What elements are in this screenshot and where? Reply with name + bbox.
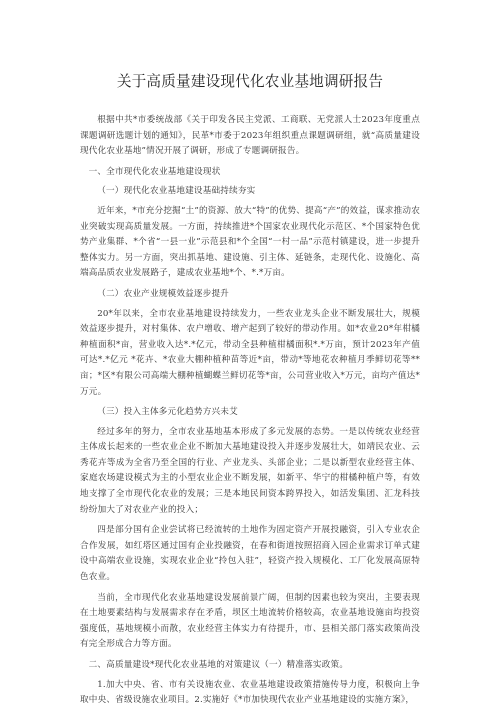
subsection-heading: （一）现代化农业基地建设基础持续夯实: [97, 186, 256, 197]
section-heading: 二、高质量建设*现代化农业基地的对策建议（一）精准落实政策。: [88, 660, 349, 670]
section-heading: 一、全市现代化农业基地建设现状: [88, 166, 221, 177]
subsection-heading: （二）农业产业规模效益逐步提升: [97, 288, 230, 299]
subsection-heading: （三）投入主体多元化趋势方兴未艾: [97, 407, 238, 418]
body-paragraph: 经过多年的努力，全市农业基地基本形成了多元发展的态势。一是以传统农业经营主体成长起来的一些农业企业不断加大基地建设投入并逐步发展壮大，如靖民农业、云秀花卉等成为全省乃至全国的行业、产业龙头、头部企业；二是以新型农业经营主体、家庭农场建设模式为主的小型农业企业不断发展，如新平、华宁的柑橘种植户等，有效地支撑了全市现代化农业的发展；三是本地民间资本跨界投入，如活发集团、汇龙科技纷纷加大了对农业产业的投入；: [80, 426, 420, 515]
body-paragraph: 根据中共*市委统战部《关于印发各民主党派、工商联、无党派人士2023年度重点课题调研选题计划的通知》，民革*市委于2023年组织重点课题调研组，就“高质量建设现代化农业基地”情况开展了调研，形成了专题调研报告。: [80, 115, 420, 157]
body-paragraph: 近年来，*市充分挖掘“土”的资源、放大“特”的优势、提高“产”的效益，谋求推动农业突破实现高质量发展。一方面，持续推进*个国家农业现代化示范区、*个国家特色优势产业集群、*个省“一县一业”示范县和*个全国“一村一品”示范村镇建设，进一步提升整体实力。另一方面，突出抓基地、建设施、引主体、延链条，走现代化、设施化、高端高品质农业发展路子，建成农业基地*个、*.*万亩。: [80, 205, 420, 279]
body-paragraph: 四是部分国有企业尝试将已经流转的土地作为固定资产开展投融资，引入专业农企合作发展，如红塔区通过国有企业投融资，在春和街道按照招商入园企业需求订单式建设中高端农业设施，实现农业企业“拎包入驻”，轻资产投入规模化、工厂化发展高原特色农业。: [80, 525, 420, 583]
body-paragraph: 当前，全市现代化农业基地建设发展前景广阔，但制约因素也较为突出，主要表现在土地要素结构与发展需求存在矛盾，坝区土地流转价格较高，农业基地设施亩均投资强度低，基地规模小而散，农业经营主体实力有待提升，市、县相关部门落实政策尚没有完全形成合力等方面。: [80, 592, 420, 650]
document-title: 关于高质量建设现代化农业基地调研报告: [116, 73, 384, 90]
body-paragraph: 20*年以来，全市农业基地建设持续发力，一些农业龙头企业不断发展壮大，规模效益逐步提升，对村集体、农户增收、增产起到了较好的带动作用。如*农业20*年柑橘种植面积*亩，营业收入达*.*亿元，带动全县种植柑橘面积*.*万亩，预计2023年产值可达*.*亿元 *花卉、*农业大棚种植种苗等近*亩，带动*等地花农种植月季鲜切花等**亩；*区*有限公司高端大棚种植蝴蝶兰鲜切花等*亩，公司营业收入*万元，亩均产值达*万元。: [80, 308, 420, 397]
document-body: [80, 113, 420, 709]
body-paragraph: 1.加大中央、省、市有关设施农业、农业基地建设政策措施传导力度，积极向上争取中央、省级设施农业项目。2.实施好《*市加快现代农业产业基地建设的实施方案》，: [80, 679, 420, 706]
